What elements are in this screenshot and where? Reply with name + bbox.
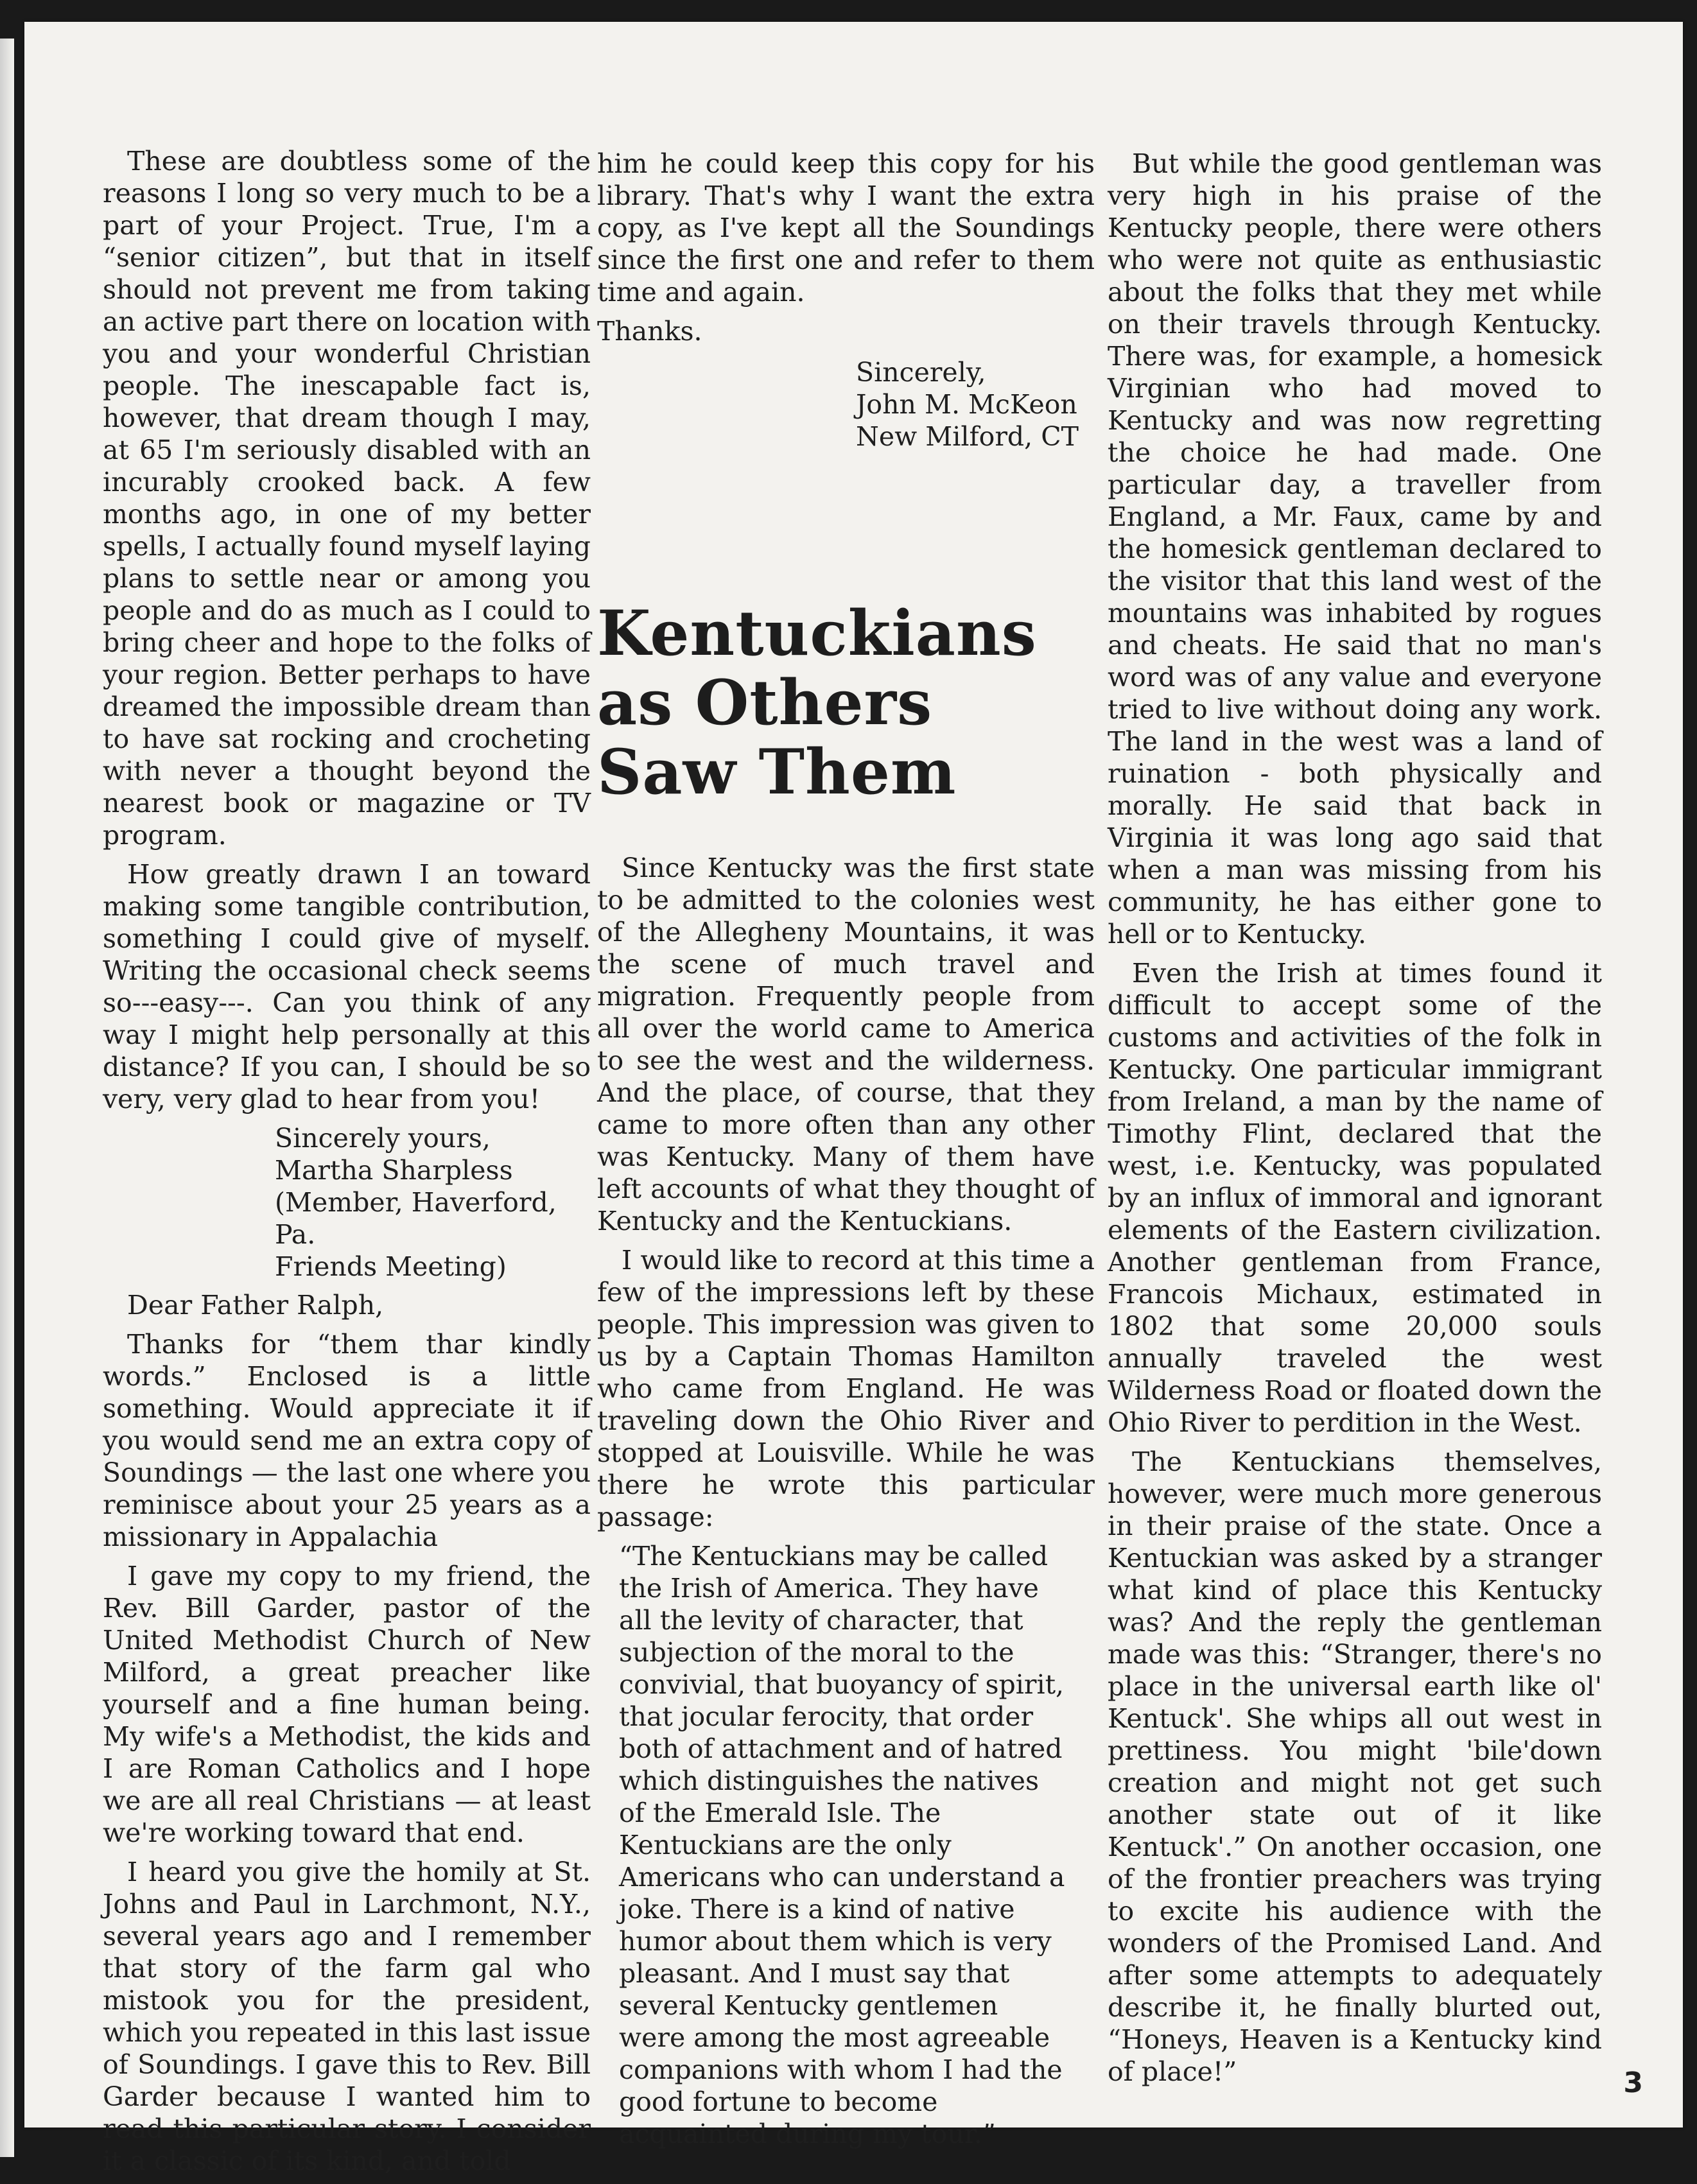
signature-line: Sincerely,: [856, 357, 986, 388]
paragraph: Thanks.: [597, 316, 702, 347]
paragraph: The Kentuckians themselves, however, were much more generous in their praise of the state. Once a Kentuckian was asked by a stranger what kind of place this Kentucky was? And the reply the gentleman made was this: “Stranger, there's no place in the universal earth like ol' Kentuck'. She whips all out west in prettiness. You might 'bile'down creation and might not get such another state out of it like Kentuck'.” On another occasion, one of the frontier preachers was trying to excite his audience with the wonders of the Promised Land. And after some attempts to adequately describe it, he finally blurted out, “Honeys, Heaven is a Kentucky kind of place!”: [1108, 1446, 1602, 2087]
signature-block: [103, 1122, 591, 1283]
paragraph: him he could keep this copy for his library. That's why I want the extra copy, as I've kept all the Soundings since the first one and refer to them time and again.: [597, 148, 1095, 308]
paragraph: I gave my copy to my friend, the Rev. Bill Garder, pastor of the United Methodist Church of New Milford, a great preacher like yourself and a fine human being. My wife's a Methodist, the kids and I are Roman Catholics and I hope we are all real Christians — at least we're working toward that end.: [103, 1561, 591, 1848]
paragraph: How greatly drawn I an toward making some tangible contribution, something I could give of myself. Writing the occasional check seems so---easy---. Can you think of any way I might help personally at this distance? If you can, I should be so very, very glad to hear from you!: [103, 859, 591, 1114]
signature-name: John M. McKeon: [856, 389, 1077, 420]
paragraph: Since Kentucky was the first state to be admitted to the colonies west of the Allegheny Mountains, it was the scene of much travel and migration. Frequently people from all over the world came to America to see the west and the wilderness. And the place, of course, that they came to more often than any other was Kentucky. Many of them have left accounts of what they thought of Kentucky and the Kentuckians.: [597, 853, 1095, 1236]
block-quote: [597, 1540, 1095, 2150]
article-title-line: Saw Them: [597, 736, 957, 808]
paragraph: Even the Irish at times found it difficult to accept some of the customs and activities of the folk in Kentucky. One particular immigrant from Ireland, a man by the name of Timothy Flint, declared that the west, i.e. Kentucky, was populated by an influx of immoral and ignorant elements of the Eastern civilization. Another gentleman from France, Francois Michaux, estimated in 1802 that some 20,000 souls annually traveled the west Wilderness Road or floated down the Ohio River to perdition in the West.: [1108, 958, 1602, 1438]
signature-name: Martha Sharpless: [275, 1155, 513, 1186]
signature-line: Sincerely yours,: [275, 1123, 491, 1154]
column-left: [103, 145, 591, 2184]
column-middle: [597, 148, 1095, 2157]
paragraph: But while the good gentleman was very high in his praise of the Kentucky people, there were others who were not quite as enthusiastic about the folks that they met while on their travels through Kentucky. There was, for example, a homesick Virginian who had moved to Kentucky and was now regretting the choice he had made. One particular day, a traveller from England, a Mr. Faux, came by and the homesick gentleman declared to the visitor that this land west of the mountains was inhabited by rogues and cheats. He said that no man's word was of any value and everyone tried to live without doing any work. The land in the west was a land of ruination - both physically and morally. He said that back in Virginia it was long ago said that when a man was missing from his community, he has either gone to hell or to Kentucky.: [1108, 148, 1602, 949]
article-title-line: Kentuckians: [597, 597, 1037, 670]
signature-line: Friends Meeting): [275, 1251, 507, 1282]
paragraph: Thanks for “them thar kindly words.” Enclosed is a little something. Would appreciate it if you would send me an extra copy of Soundings — the last one where you reminisce about your 25 years as a missionary in Appalachia: [103, 1329, 591, 1552]
letter-salutation: Dear Father Ralph,: [127, 1290, 384, 1321]
signature-line: New Milford, CT: [856, 421, 1079, 452]
signature-line: (Member, Haverford, Pa.: [275, 1187, 557, 1250]
page-sheet: [24, 22, 1683, 2176]
paragraph: These are doubtless some of the reasons I long so very much to be a part of your Project. True, I'm a “senior citizen”, but that in itself should not prevent me from taking an active part there on location with you and your wonderful Christian people. The inescapable fact is, however, that dream though I may, at 65 I'm seriously disabled with an incurably crooked back. A few months ago, in one of my better spells, I actually found myself laying plans to settle near or among you people and do as much as I could to bring cheer and hope to the folks of your region. Better perhaps to have dreamed the impossible dream than to have sat rocking and crocheting with never a thought beyond the nearest book or magazine or TV program.: [103, 146, 591, 851]
article-title-line: as Others: [597, 666, 933, 739]
binding-edge: [0, 39, 14, 2157]
column-right: [1108, 148, 1602, 2095]
quote-text: “The Kentuckians may be called the Irish of America. They have all the levity of character, that subjection of the moral to the convivial, that buoyancy of spirit, that jocular ferocity, that order both of attachment and of hatred which distinguishes the natives of the Emerald Isle. The Kentuckians are the only Americans who can understand a joke. There is a kind of native humor about them which is very pleasant. And I must say that several Kentucky gentlemen were among the most agreeable companions with whom I had the good fortune to become acquainted during my tour.”: [619, 1541, 1065, 2149]
signature-block: [597, 356, 1095, 453]
article-title: [597, 599, 1095, 807]
paragraph: I would like to record at this time a few of the impressions left by these people. This impression was given to us by a Captain Thomas Hamilton who came from England. He was traveling down the Ohio River and stopped at Louisville. While he was there he wrote this particular passage:: [597, 1245, 1095, 1532]
paragraph: I heard you give the homily at St. Johns and Paul in Larchmont, N.Y., several years ago and I remember that story of the farm gal who mistook you for the president, which you repeated in this last issue of Soundings. I gave this to Rev. Bill Garder because I wanted him to read this particular story. I consider it a classic of its kind, and told: [103, 1857, 591, 2176]
page-number: 3: [1623, 2067, 1643, 2099]
